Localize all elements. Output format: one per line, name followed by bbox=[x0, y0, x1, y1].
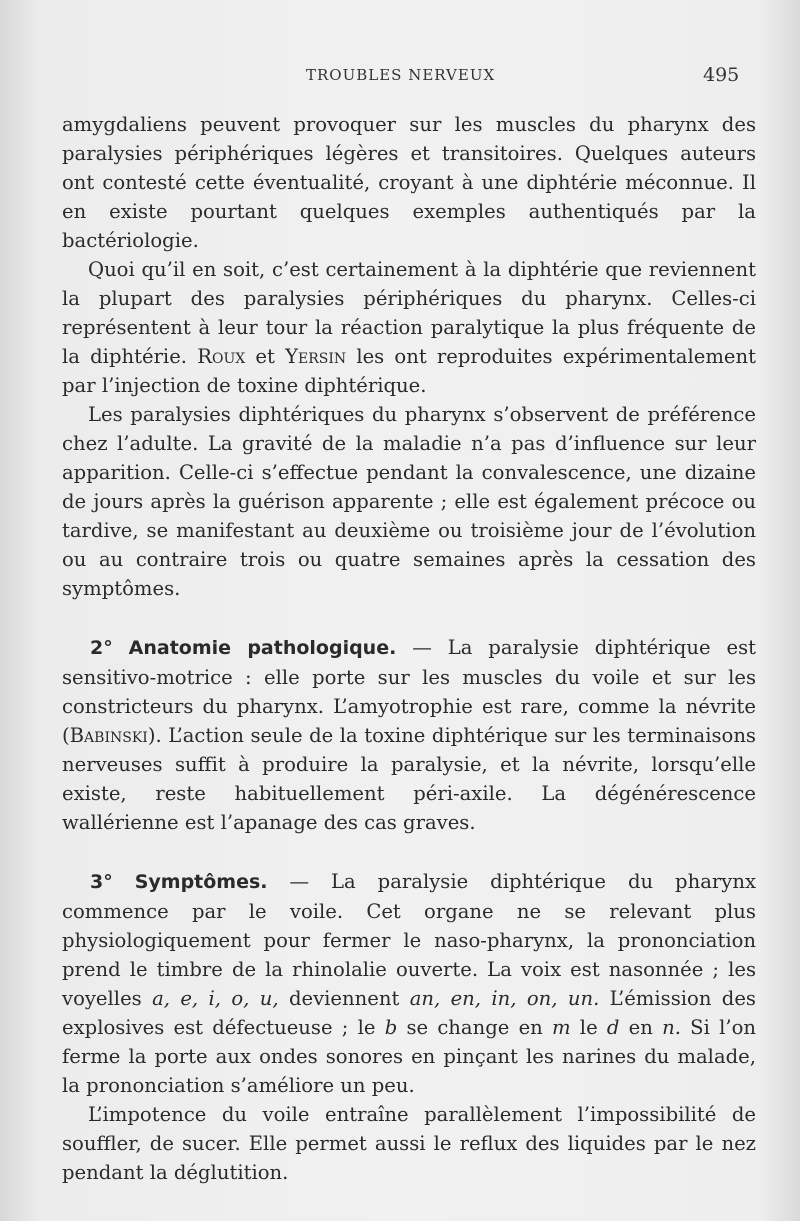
page-body bbox=[62, 110, 756, 1187]
paragraph-2-text-a: Quoi qu’il en soit, c’est certainement à la diphtérie que reviennent la plupart des paralysies périphériques du pharynx. Celles-ci représentent à leur tour la réaction paralytique la plus fréquente de la diphtérie. bbox=[62, 258, 756, 368]
section-anatomie-text-b: ). L’action seule de la toxine diphtérique sur les terminaisons nerveuses suffit à produire la paralysie, et la névrite, lorsqu’elle existe, reste habituellement péri-axile. La dégénérescence wallérienne est l’apanage des cas graves. bbox=[62, 724, 756, 834]
paragraph-2 bbox=[62, 255, 756, 400]
section-number: 2° bbox=[90, 637, 113, 659]
paragraph-2-text-b: et bbox=[245, 345, 286, 368]
section-symptomes-text-a: — La paralysie diphtérique du pharynx commence par le voile. Cet organe ne se relevant plus physiologiquement pour fermer le naso-pharynx, la prononciation prend le timbre de la rhinolalie ouverte. La voix est nasonnée ; les voyelles bbox=[62, 870, 757, 1010]
section-symptomes-text-d: se change en bbox=[397, 1016, 552, 1039]
paragraph-3-text: Les paralysies diphtériques du pharynx s’observent de préférence chez l’adulte. La gravité de la maladie n’a pas d’influence sur leur apparition. Celle-ci s’effectue pendant la convalescence, une dizaine de jours après la guérison apparente ; elle est également précoce ou tardive, se manifestant au deuxième ou troisième jour de l’évolution ou au contraire trois ou quatre semaines après la cessation des symptômes. bbox=[62, 403, 756, 600]
section-symptomes-text-b: deviennent bbox=[278, 987, 410, 1010]
section-symptomes-text-c: L’émission des explosives est défectueuse ; le bbox=[62, 987, 756, 1039]
letter-d: d bbox=[606, 1016, 620, 1039]
section-symptomes bbox=[62, 867, 756, 1100]
letter-m: m bbox=[552, 1016, 571, 1039]
author-yersin: Yersin bbox=[285, 345, 347, 368]
paragraph-1 bbox=[62, 110, 756, 255]
nasal-vowels-italic: an, en, in, on, un. bbox=[409, 987, 600, 1010]
paragraph-2-text-c: les ont reproduites expérimentalement par l’injection de toxine diphtérique. bbox=[62, 345, 756, 397]
section-symptomes-text-g: Si l’on ferme la porte aux ondes sonores en pinçant les narines du malade, la prononciation s’améliore un peu. bbox=[62, 1016, 756, 1097]
letter-n: n. bbox=[662, 1016, 681, 1039]
running-head: TROUBLES NERVEUX bbox=[306, 66, 496, 84]
page-header bbox=[0, 66, 800, 90]
page-number: 495 bbox=[703, 64, 740, 86]
section-anatomie-text-a: — La paralysie diphtérique est sensitivo-motrice : elle porte sur les muscles du voile et sur les constricteurs du pharynx. L’amyotrophie est rare, comme la névrite ( bbox=[62, 636, 756, 747]
section-heading: Symptômes. bbox=[134, 871, 268, 893]
section-symptomes-text-f: en bbox=[619, 1016, 663, 1039]
vowels-italic: a, e, i, o, u, bbox=[152, 987, 279, 1010]
section-heading: Anatomie pathologique. bbox=[128, 637, 397, 659]
section-symptomes-text-e: le bbox=[570, 1016, 607, 1039]
author-babinski: Babinski bbox=[69, 724, 148, 747]
author-roux: Roux bbox=[197, 345, 246, 368]
paragraph-6 bbox=[62, 1100, 756, 1187]
paragraph-3 bbox=[62, 400, 756, 603]
section-number: 3° bbox=[90, 871, 113, 893]
letter-b: b bbox=[384, 1016, 398, 1039]
paragraph-6-text: L’impotence du voile entraîne parallèlement l’impossibilité de souffler, de sucer. Elle permet aussi le reflux des liquides par le nez pendant la déglutition. bbox=[62, 1103, 756, 1184]
paragraph-1-text: amygdaliens peuvent provoquer sur les muscles du pharynx des paralysies périphériques légères et transitoires. Quelques auteurs ont contesté cette éventualité, croyant à une diphtérie méconnue. Il en existe pourtant quelques exemples authentiqués par la bactériologie. bbox=[62, 113, 756, 252]
section-anatomie bbox=[62, 633, 756, 837]
